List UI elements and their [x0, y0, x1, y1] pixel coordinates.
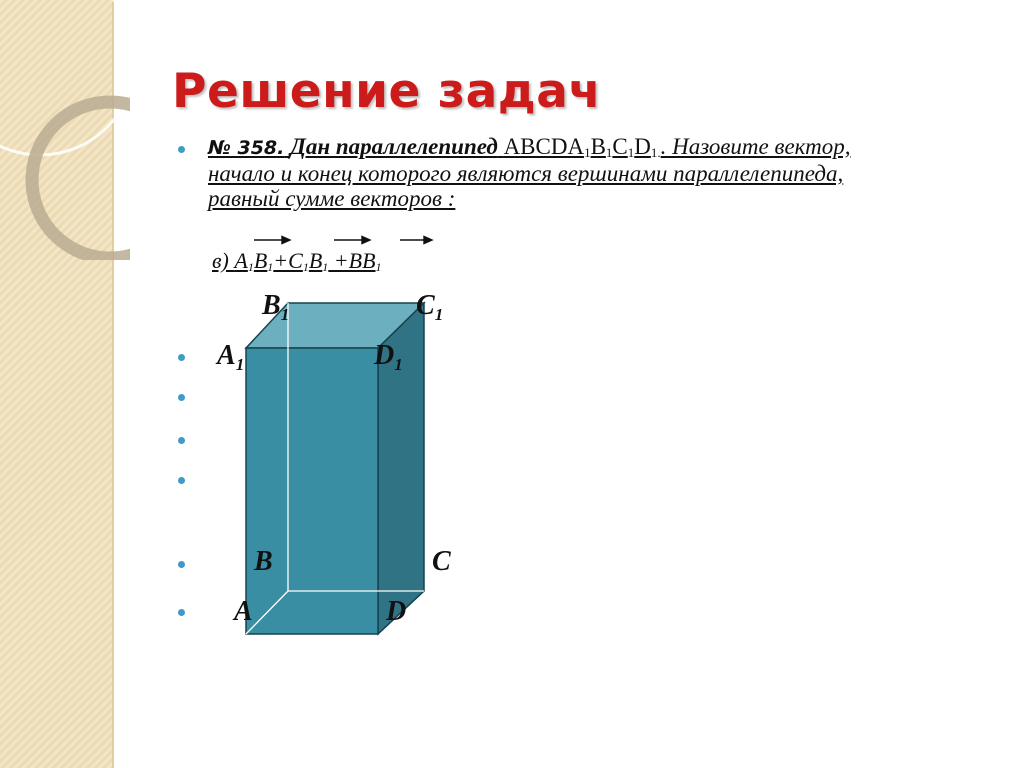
- task-given: Дан параллелепипед: [290, 134, 498, 159]
- vertex-label-d1: $D_1$: [374, 340, 403, 374]
- slide-title: Решение задач: [172, 64, 602, 119]
- task-number: № 358.: [208, 137, 285, 159]
- vertex-label-a1: $A_1$: [217, 340, 245, 374]
- vector-sum-expression: в) $A_1B_1+C_1B_1 +BB_1$: [212, 248, 382, 274]
- vertex-label-c1: $C_1$: [416, 290, 444, 324]
- parallelepiped-name: $ABCDA_1B_1C_1D_{1.}$: [503, 134, 661, 160]
- vertex-label-d: D: [386, 596, 407, 627]
- vertex-label-b: B: [254, 546, 273, 577]
- vertex-label-c: C: [432, 546, 451, 577]
- task-text: . Назовите вектор, начало и конец которого являются вершинами параллелепипеда, равный сумме векторов :: [208, 134, 851, 211]
- vertex-label-a: A: [234, 596, 253, 627]
- vertex-label-b1: $B_1$: [262, 290, 290, 324]
